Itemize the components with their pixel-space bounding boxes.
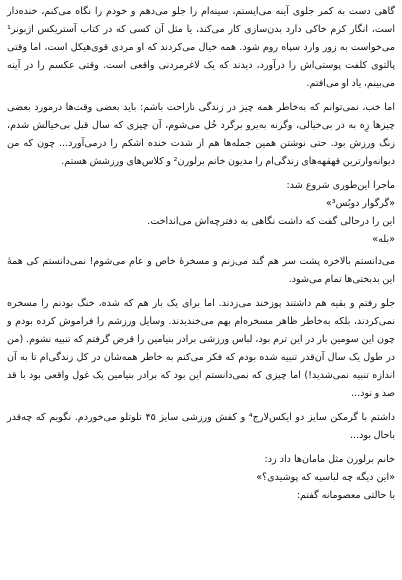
notebook-line: این را درحالی گفت که داشت نگاهی به دفترچه‌اش می‌انداخت. <box>147 216 395 227</box>
paragraph-tracksuit: داشتم با گرمکن سایز دو ایکس‌لارج⁴ و کفش ورزشی سایز ۴۵ تلوتلو می‌خوردم. نگویم که چه‌قدر باحال بود... <box>7 412 395 441</box>
paragraph-mirror: گاهی دست به کمر جلوی آینه می‌ایستم، سینه‌ام را جلو می‌دهم و خودم را نگاه می‌کنم، خنده‌دار است، انگار کرم خاکی دارد بدن‌سازی کار می‌کند، یا مثل آن کسی که در کتاب آستریکس اژبونر¹ می‌خواست به زور وارد سپاه روم شود. همه خیال می‌کردند که او مردی قوی‌هیکل است، اما وقتی پالتوی کلفت پوستی‌اش را درآورد، دیدند که یک لاغرمردنی واقعی است. وقتی عکسم را در آینه می‌بینم، یاد او می‌افتم. <box>7 6 395 89</box>
innocent-reply-line: با حالتی معصومانه گفتم: <box>296 490 395 501</box>
roll-call-quote: «گرگوار دوبُس³» <box>325 198 395 209</box>
paragraph-borrowed-clothes: جلو رفتم و بقیه هم داشتند پوزخند می‌زدند. اما برای یک بار هم که شده، خنگ بودنم را مسخره نمی‌کردند، بلکه به‌خاطر ظاهر مسخره‌ام بهم می‌خندیدند. وسایل ورزشم را فراموش کرده بودم و چون این سومین بار در این ترم بود، لباس ورزشی برادر بنیامین را قرض گرفتم که تنبیه نشوم. (من در طول یک سال آن‌قدر تنبیه شده بودم که فکر می‌کنم به خاطر همه‌شان در کل زندگی‌ام تا به آن اندازه تنبیه نمی‌شدید!) اما چیزی که نمی‌دانستم این بود که برادر بنیامین یک غول واقعی بود با قد صد و نود... <box>7 298 395 399</box>
paragraph-pe-class: اما خب، نمی‌توانم که به‌خاطر همه چیز در زندگی ناراحت باشم: باید بعضی وقت‌ها درمورد بعضی چیزها زِه به در بی‌خیالی، وگرنه به‌یرو برگرد خُل می‌شوم، آن چیزی که سال قبل بی‌خیالش شدم، زنگ ورزش بود. حتی نوشتن همین جمله‌ها هم از شدت خنده اشکم را درمی‌آورد... چون که من دیوانه‌وارترین قهقهه‌های زندگی‌ام را مدیون خانم برلورن² و کلاس‌های ورزشش هستم. <box>7 102 395 167</box>
book-page <box>7 3 395 505</box>
paragraph-mockery: می‌دانستم بالاخره پشت سر هم گند می‌زنم و مسخره‌ٔ خاص و عام می‌شوم! نمی‌دانستم کی همهٔ این بدبختی‌ها تمام می‌شود. <box>7 256 395 285</box>
reply-quote: «بله» <box>372 234 395 245</box>
story-start-line: ماجرا این‌طوری شروع شد: <box>286 180 395 191</box>
teacher-quote: «این دیگه چه لباسیه که پوشیدی؟» <box>256 472 395 483</box>
teacher-shout-line: خانم برلورن مثل مامان‌ها داد زد: <box>264 454 395 465</box>
